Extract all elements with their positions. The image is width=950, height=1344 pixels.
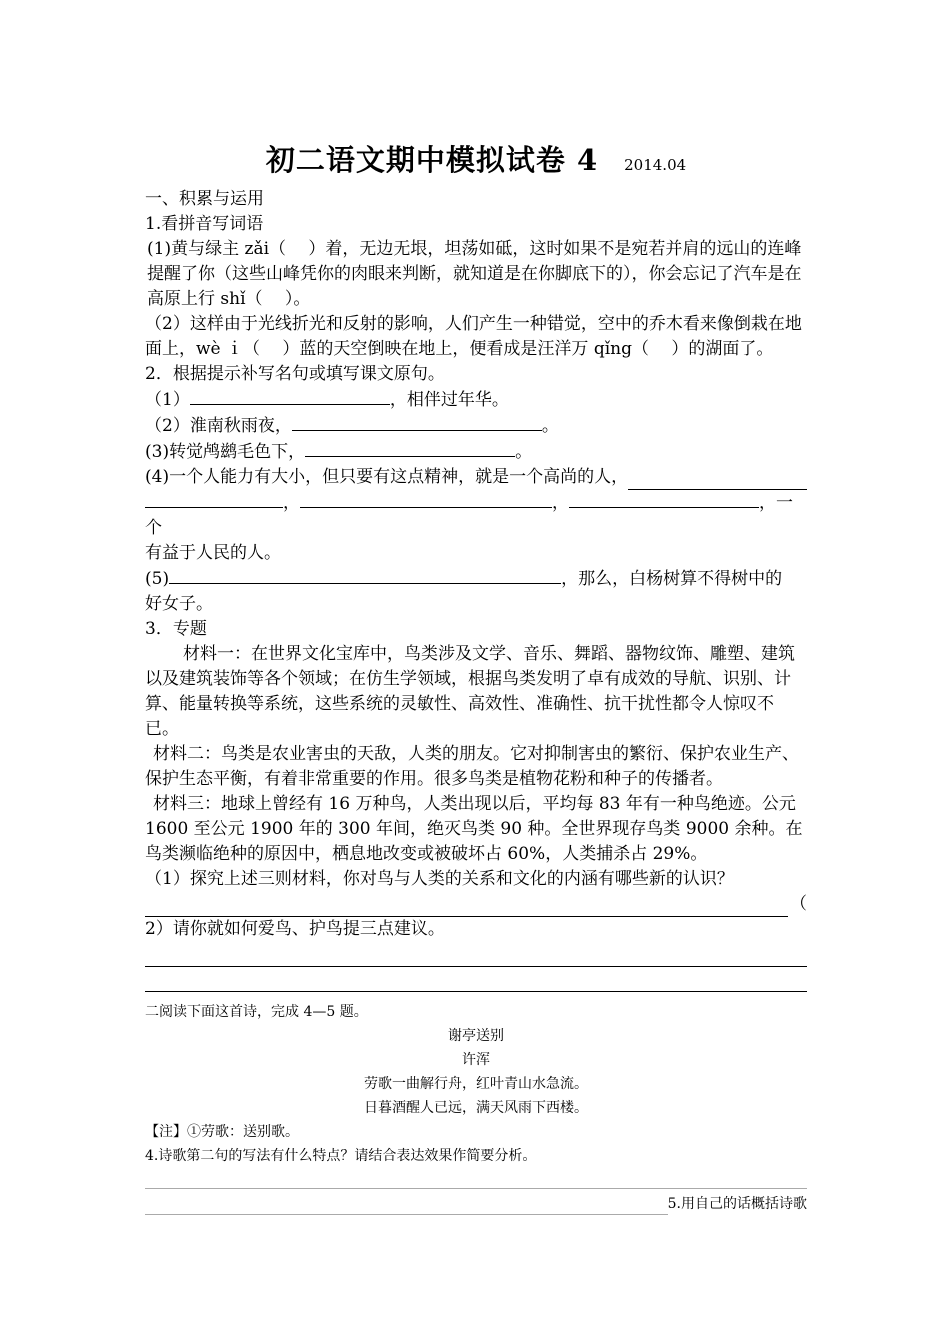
poem-line-2: 日暮酒醒人已远，满天风雨下西楼。 [364,1100,588,1116]
q2-item5-end: 好女子。 [145,594,213,614]
page-title [145,138,807,179]
q2-item3: (3)转觉鸬鹚毛色下， 。 [145,439,807,465]
q2-4-blank-a[interactable] [628,472,807,490]
q5-prompt: 5.用自己的话概括诗歌 [667,1196,807,1212]
q1-part1: (1)黄与绿主 zǎi（ ）着，无边无垠，坦荡如砥，这时如果不是宛若并肩的远山的连峰提醒了你（这些山峰凭你的肉眼来判断，就知道是在你脚底下的），你会忘记了汽车是在高原上行 shǐ（ ）。 [147,239,802,309]
q2-item4: (4)一个人能力有大小，但只要有这点精神，就是一个高尚的人， [145,465,807,490]
q2-4-blank-b[interactable] [145,490,283,508]
q2-item4-cont: ， ， ，一个 [145,490,807,541]
q3-2-answer-line-1[interactable] [145,942,807,967]
q2-2-blank[interactable] [292,413,542,431]
q2-5-blank[interactable] [169,566,561,584]
q4-prompt: 4.诗歌第二句的写法有什么特点？请结合表达效果作简要分析。 [145,1148,537,1164]
material-3: 材料三：地球上曾经有 16 万种鸟，人类出现以后，平均每 83 年有一种鸟绝迹。公元 1600 至公元 1900 年的 300 年间，绝灭鸟类 90 种。全世界现存鸟类 9000 余种。在鸟类濒临绝种的原因中，栖息地改变或被破坏占 60%，人类捕杀占 29%。 [145,794,803,864]
section-1-heading: 一、积累与运用 [145,189,264,209]
q2-1-blank[interactable] [190,387,390,405]
q2-4-blank-c[interactable] [300,490,552,508]
q2-item4-end: 有益于人民的人。 [145,543,281,563]
q3-1-answer-line[interactable]: （ [145,892,807,917]
section-2-heading: 二阅读下面这首诗，完成 4—5 题。 [145,1004,368,1020]
q3-part2: 2）请你就如何爱鸟、护鸟提三点建议。 [145,919,445,939]
q2-item2: （2）淮南秋雨夜， 。 [145,413,807,439]
section-2 [145,1000,807,1215]
q2-item1: （1） ，相伴过年华。 [145,387,807,413]
title-date: 2014.04 [624,156,687,174]
title-text: 初二语文期中模拟试卷 4 [265,143,599,177]
q3-2-answer-line-2[interactable] [145,967,807,992]
q2-item5: (5) ，那么，白杨树算不得树中的 [145,566,807,592]
poem-line-1: 劳歌一曲解行舟，红叶青山水急流。 [364,1076,588,1092]
q2-title: 2．根据提示补写名句或填写课文原句。 [145,364,445,384]
material-2: 材料二：鸟类是农业害虫的天敌，人类的朋友。它对抑制害虫的繁衍、保护农业生产、保护生态平衡，有着非常重要的作用。很多鸟类是植物花粉和种子的传播者。 [145,744,799,789]
poem-note: 【注】①劳歌：送别歌。 [145,1124,299,1140]
q3-title: 3．专题 [145,619,207,639]
poem-author: 许浑 [462,1052,490,1068]
q4-answer-line-2[interactable] [145,1193,807,1215]
q1-title: 1.看拼音写词语 [145,214,264,234]
q2-3-blank[interactable] [305,439,515,457]
q1-part2: （2）这样由于光线折光和反射的影响，人们产生一种错觉，空中的乔木看来像倒栽在地面上，wè ｉ（ ）蓝的天空倒映在地上，便看成是汪洋万 qǐng（ ）的湖面了。 [145,314,802,359]
q4-answer-line[interactable] [145,1176,807,1189]
q2-4-blank-d[interactable] [569,490,759,508]
poem-title: 谢亭送别 [448,1028,504,1044]
q3-part1: （1）探究上述三则材料，你对鸟与人类的关系和文化的内涵有哪些新的认识？ [145,869,734,889]
section-1 [145,187,807,992]
exam-page [145,138,807,1215]
material-1: 材料一：在世界文化宝库中，鸟类涉及文学、音乐、舞蹈、器物纹饰、雕塑、建筑以及建筑装饰等各个领域；在仿生学领域，根据鸟类发明了卓有成效的导航、识别、计算、能量转换等系统，这些系统的灵敏性、高效性、准确性、抗干扰性都令人惊叹不已。 [145,644,795,739]
